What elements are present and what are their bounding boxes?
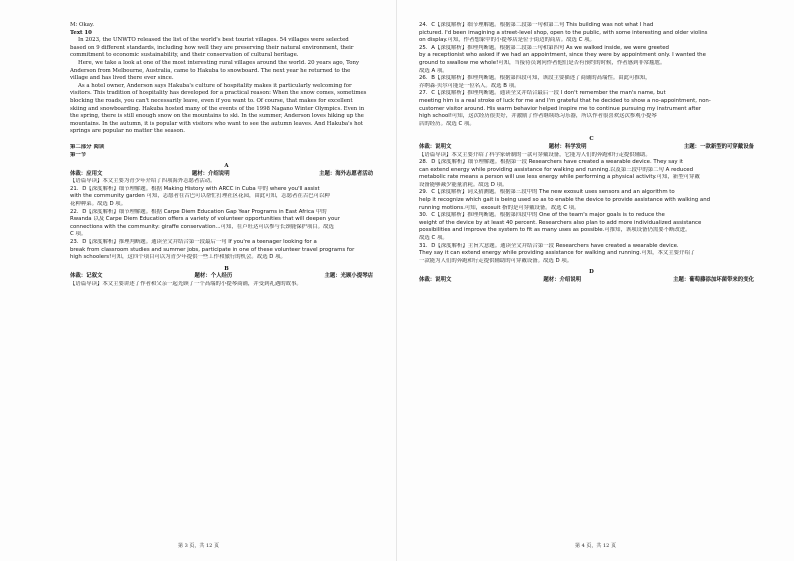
text-line: connections with the community: giraffe conservation...可知，在卢旺达可以参与长颈鹿保护项目。故选 [70, 223, 334, 230]
text-line: running motions.可知，exosuit 指的是可穿戴设备。故选 C 项。 [419, 204, 580, 211]
text-line: Anderson from Melbourne, Australia, came to Hakuba to snowboard. The next year he returned to the [70, 67, 351, 74]
text-line: 故选 C 项。 [419, 235, 448, 242]
spacer [70, 136, 383, 144]
text-line: the spring, there is still enough snow on the mountains to ski. In the summer, Anderson loves hiking up the [70, 113, 364, 120]
meta-topic: 题材：介绍说明 [191, 170, 230, 177]
text-line: help it recognize which gait is being used so as to enable the device to provide assistance with walking and [419, 197, 711, 204]
text-line: meeting him is a real stroke of luck for me and I'm grateful that he decided to show a no-appointment, non- [419, 97, 711, 104]
text-line: 设备能够减少能量消耗。故选 D 项。 [419, 181, 508, 188]
left-column [70, 22, 383, 289]
text-line: 30．C【深度解析】推理判断题。根据第四段中的 One of the team's major goals is to reduce the [419, 212, 665, 219]
meta-topic: 题材：介绍说明 [543, 277, 582, 283]
text-line: mountains. In the autumn, it is popular with visitors who want to see the autumn leaves. And Hakuba's hot [70, 120, 363, 127]
text-line: 27．C【深度解析】推理判断题。通读全文并结合最后一段 I don't remember the man's name, but [419, 90, 666, 97]
text-line: skiing and snowboarding. Hakuba hosted many of the events of the 1998 Nagano Winter Olympics. Even in [70, 105, 365, 112]
text-line: metabolic rate means a person will use less energy while performing a physical activity.可知，新型可穿戴 [419, 174, 700, 181]
text-line: possibilities and improve the system to fit as many uses as possible.可推知，该项设备仍需要不断改进。 [419, 227, 691, 234]
text-line: B [224, 265, 229, 272]
text-line: springs are popular no matter the season. [70, 128, 185, 135]
meta-theme: 主题：海外志愿者活动 [319, 170, 373, 177]
text-line: pictured. I'd been imagining a street-level shop, open to the public, with some interesting and older violins [419, 29, 708, 36]
text-line: on display.可知，作者想象中的小提琴店是位于街边的商店。故选 C 项。 [419, 37, 595, 44]
text-line: village and has lived there ever since. [70, 75, 174, 82]
text-line: 28．D【深度解析】细节理解题。根据第一段 Researchers have created a wearable device. They say it [419, 159, 683, 166]
text-line: Rwanda 以及 Carpe Diem Education offers a variety of volunteer opportunities that will deepen your [70, 216, 340, 223]
text-line: break from classroom studies and summer jobs, participate in one of these volunteer travel programs for [70, 246, 355, 253]
right-page-footer: 第 4 页，共 12 页 [575, 543, 616, 549]
text-line: high schoolers!可知，这四个项目可以为青少年提供一些工作和旅行的机会。故选 D 项。 [70, 254, 286, 261]
text-line: 【语篇导读】本文主要介绍了科学家研制的一款可穿戴设备，它能为人们的奔跑和行走提供辅助。 [419, 151, 651, 158]
passage-meta [419, 277, 764, 285]
text-line: 第二部分 阅读 [70, 143, 105, 150]
right-page [397, 0, 794, 561]
meta-theme: 主题：葡萄藤添加坏菌带来的变化 [673, 277, 754, 283]
text-line: Here, we take a look at one of the most interesting rural villages around the world. 20 years ago, Tony [78, 59, 360, 66]
text-line: 乔纳森·贝尔可能是一位名人。故选 B 项。 [419, 82, 520, 89]
meta-genre: 体裁：记叙文 [70, 273, 103, 280]
meta-genre: 体裁：应用文 [70, 170, 103, 177]
text-line: C [589, 136, 594, 143]
text-line: 第一节 [70, 151, 87, 158]
text-line: As a hotel owner, Anderson says Hakuba's culture of hospitality makes it particularly welcoming for [78, 82, 352, 89]
text-line: 花种种菜。故选 D 项。 [70, 201, 127, 208]
text-line: 24．C【深度解析】细节理解题。根据第二段第一句和第二句 This building was not what I had [419, 22, 654, 28]
text-line: In 2023, the UNWTO released the list of the world's best tourist villages. 54 villages were selected [78, 37, 349, 44]
text-line: with the community garden 可知，志愿者在古巴可以帮忙打理社区花园，由此可知，志愿者在古巴可以种 [70, 193, 330, 200]
text-line: D [589, 269, 594, 276]
text-line: can extend energy while providing assistance for walking and running.以及第三段中的第二句 A reduced [419, 166, 694, 173]
text-line: A [224, 163, 229, 170]
spacer [419, 128, 764, 136]
text-line: 一款能为人们的奔跑和行走提供辅助的可穿戴设备。故选 D 项。 [419, 257, 573, 264]
passage-intro: 【语篇导读】本文主要讲述了作者和父亲一起光顾了一个高端的小提琴商铺，并受到礼遇的故事。 [70, 281, 302, 287]
meta-theme: 主题：光顾小提琴店 [324, 273, 373, 280]
meta-theme: 主题：一款新型的可穿戴设备 [683, 143, 754, 150]
text-line: 21．D【深度解析】细节理解题。根据 Making History with ARCC in Cuba 中的 where you'll assist [70, 185, 320, 192]
text-line: customer visitor around. His warm behavior helped inspire me to continue pursuing my instrument after [419, 105, 702, 112]
text-line: high school!可知，这次经历很美好，并激励了作者继续练习乐器，所以作者很喜欢这次参观小提琴 [419, 113, 657, 120]
meta-topic: 题材：科学发明 [548, 143, 587, 150]
text-line: visitors. This tradition of hospitality has developed for a practical reason: When the snow comes, sometimes [70, 90, 367, 97]
meta-topic: 题材：个人经历 [194, 273, 233, 280]
right-column [419, 22, 764, 285]
text-line: 23．D【深度解析】推理判断题。通读全文并结合第一段最后一句 If you're a teenager looking for a [70, 239, 317, 246]
text-line: Text 10 [70, 29, 92, 36]
text-line: C 项。 [70, 231, 87, 238]
passage-meta [70, 273, 383, 281]
passage-meta [419, 144, 764, 152]
text-line: weight of the device by at least 40 percent. Researchers also plan to add more individualized assistance [419, 219, 702, 226]
text-line: ground to swallow me whole!可知，当接待员询问作者他们是否有预约的时候，作者感到非常尴尬。 [419, 59, 666, 66]
meta-genre: 体裁：说明文 [419, 277, 452, 283]
meta-genre: 体裁：说明文 [419, 143, 452, 150]
text-line: blocking the roads, you can't necessarily leave, even if you want to. Of course, that makes for excellent [70, 97, 353, 104]
text-line: 26．B【深度解析】推理判断题。根据第四段可知，该段主要描述了商铺的高端性。由此可推知， [419, 75, 651, 82]
text-line: 店的经历。故选 C 项。 [419, 120, 475, 127]
text-line: They say it can extend energy while providing assistance for walking and running.可知，本文主要介绍了 [419, 250, 696, 257]
text-line: 25．A【深度解析】推理判断题。根据第二段第三句和第四句 As we walked inside, we were greeted [419, 44, 669, 51]
text-line: 31．D【深度解析】主旨大意题。通读全文并结合第一段 Researchers have created a wearable device. [419, 242, 679, 249]
text-line: 29．C【深度解析】词义猜测题。根据第三段中的 The new exosuit uses sensors and an algorithm to [419, 189, 675, 196]
text-line: 【语篇导读】本文主要为青少年介绍了四项海外志愿者活动。 [70, 178, 216, 185]
text-line: by a receptionist who asked if we had an appointment, since they were by appointment only. I wanted the [419, 52, 706, 59]
passage-meta [70, 171, 383, 179]
text-line: 故选 A 项。 [419, 67, 448, 74]
text-line: commitment to economic sustainability, and their conservation of cultural heritage. [70, 52, 299, 59]
text-line: based on 9 different standards, including how well they are preserving their natural environment, their [70, 44, 354, 51]
text-line: 22．D【深度解析】细节理解题。根据 Carpe Diem Education Gap Year Programs in East Africa 中的 [70, 208, 327, 215]
left-page-footer: 第 3 页，共 12 页 [178, 543, 219, 549]
text-line: M: Okay. [70, 22, 94, 28]
